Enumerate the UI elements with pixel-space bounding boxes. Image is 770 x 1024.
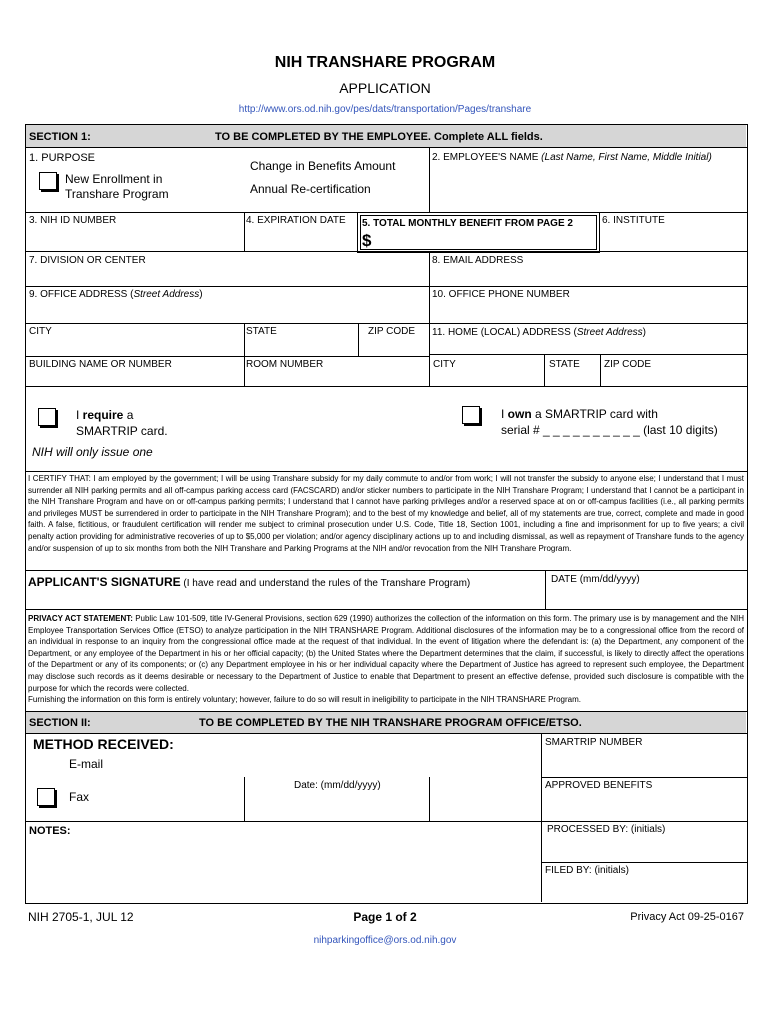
state-label: STATE	[246, 326, 277, 337]
new-enrollment-label: New Enrollment in Transhare Program	[65, 172, 169, 201]
received-date-label: Date: (mm/dd/yyyy)	[294, 780, 381, 791]
form-number: NIH 2705-1, JUL 12	[28, 910, 134, 924]
filed-by-label: FILED BY: (initials)	[545, 865, 629, 876]
home-zip-label: ZIP CODE	[604, 359, 652, 370]
page-number: Page 1 of 2	[353, 910, 417, 924]
office-address-label: 9. OFFICE ADDRESS (Street Address)	[29, 289, 203, 300]
signature-label: APPLICANT'S SIGNATURE (I have read and understand the rules of the Transhare Program)	[28, 575, 471, 589]
method-received-label: METHOD RECEIVED:	[33, 736, 174, 752]
form-subtitle: APPLICATION	[339, 80, 431, 96]
institute-label: 6. INSTITUTE	[602, 215, 665, 226]
section1-heading: TO BE COMPLETED BY THE EMPLOYEE. Complete ALL fields.	[215, 131, 543, 143]
room-label: ROOM NUMBER	[246, 359, 324, 370]
signature-date-label: DATE (mm/dd/yyyy)	[551, 574, 640, 585]
dollar-sign: $	[362, 231, 372, 250]
zip-label: ZIP CODE	[368, 326, 416, 337]
section1-label: SECTION 1:	[29, 131, 91, 143]
require-smartrip-checkbox[interactable]	[38, 408, 56, 426]
contact-email-link[interactable]: nihparkingoffice@ors.od.nih.gov	[313, 935, 457, 946]
new-enrollment-checkbox[interactable]	[39, 172, 57, 190]
approved-benefits-label: APPROVED BENEFITS	[545, 780, 653, 791]
certification-text: I CERTIFY THAT: I am employed by the government; I will be using Transhare subsidy for my daily commute to and/or from work; I will not transfer the subsidy to anyone else; I understand that I must surrender all NIH parking permits and all off-campus parking access card (FACSCARD) and/or sticker numbers to participate in the NIH Transhare Program; I understand that I cannot be a participant in the NIH Transhare Program and have on or off-campus parking permits; I understand that I cannot have parking privileges and/or a reserved space at on or off-campus facilities (i.e., all parking permits and privileges MUST be surrendered in order to participate in the NIH Transhare Program); and to the best of my knowledge and belief, all of my statements are true, correct, complete and made in good faith. A false, fictitious, or fraudulent certification will render me subject to criminal prosecution under U.S. Code, Title 18, Section 1001, including a fine and imprisonment for up to five years; a civil penalty action providing for administrative recoveries of up to $5,000 per violation; and/or agency disciplinary actions up to and including dismissal, as well as repayment of Transhare funds to the agency and/or suspension of up to six months from both the NIH Transhare and Parking Programs at the NIH and/or revocation from the NIH Transhare Program.	[28, 474, 744, 553]
purpose-label: 1. PURPOSE	[29, 152, 96, 164]
email-label: 8. EMAIL ADDRESS	[432, 255, 524, 266]
nih-issue-note: NIH will only issue one	[32, 445, 153, 459]
employee-name-label: 2. EMPLOYEE'S NAME (Last Name, First Name, Middle Initial)	[432, 152, 712, 163]
own-smartrip-label: I own a SMARTRIP card with serial # _ _ _ _ _ _ _ _ _ _ (last 10 digits)	[501, 407, 718, 437]
fax-checkbox[interactable]	[37, 788, 55, 806]
annual-recert-label: Annual Re-certification	[250, 182, 371, 196]
fax-method-label: Fax	[69, 790, 90, 804]
city-label: CITY	[29, 326, 52, 337]
program-url-link[interactable]: http://www.ors.od.nih.gov/pes/dats/transportation/Pages/transhare	[238, 104, 532, 115]
total-benefit-label: 5. TOTAL MONTHLY BENEFIT FROM PAGE 2	[362, 218, 573, 229]
processed-by-label: PROCESSED BY: (initials)	[547, 824, 666, 835]
privacy-statement: PRIVACY ACT STATEMENT: Public Law 101-509, title IV-General Provisions, section 629 (1990) authorizes the collection of the information on this form. The primary use is by management and the NIH Employee Transportation Services Office (ETSO) to analyze participation in the NIH TRANSHARE Program. Additional disclosures of the information may be to a congressional office from the record of an individual in response to an inquiry from the congressional office made at the request of that individual. In the event of litigation where the defendant is: (a) the Department, any component of the Department, or any employee of the Department in his or her official capacity; (b) the United States where the Department determines that the claim, if successful, is likely to directly affect the operations of the Department or any of its components; or (c) any Department employee in his or her individual capacity where the Department of Justice has agreed to represent such employee, the Department may disclose such records as it deems desirable or necessary to the Department of Justice to enable that Department to present an effective defense, provided such disclosure is compatible with the purpose for which the records were collected. Furnishing the information on this form is entirely voluntary; however, failure to do so will result in ineligibility to participate in the NIH TRANSHARE Program.	[28, 614, 745, 705]
nih-id-label: 3. NIH ID NUMBER	[29, 215, 117, 226]
notes-label: NOTES:	[29, 825, 71, 837]
expiration-date-label: 4. EXPIRATION DATE	[246, 215, 346, 226]
require-smartrip-label: I require a SMARTRIP card.	[76, 408, 168, 438]
email-method-label: E-mail	[69, 757, 104, 771]
home-address-label: 11. HOME (LOCAL) ADDRESS (Street Address)	[432, 327, 646, 338]
home-city-label: CITY	[433, 359, 456, 370]
smartrip-number-label: SMARTRIP NUMBER	[545, 737, 643, 748]
change-benefits-label: Change in Benefits Amount	[250, 159, 396, 173]
own-smartrip-checkbox[interactable]	[462, 406, 480, 424]
office-phone-label: 10. OFFICE PHONE NUMBER	[432, 289, 570, 300]
building-label: BUILDING NAME OR NUMBER	[29, 359, 172, 370]
privacy-act-number: Privacy Act 09-25-0167	[630, 911, 744, 923]
section2-label: SECTION II:	[29, 717, 91, 729]
division-label: 7. DIVISION OR CENTER	[29, 255, 146, 266]
form-title: NIH TRANSHARE PROGRAM	[274, 54, 496, 71]
section2-heading: TO BE COMPLETED BY THE NIH TRANSHARE PROGRAM OFFICE/ETSO.	[199, 717, 582, 729]
home-state-label: STATE	[549, 359, 580, 370]
